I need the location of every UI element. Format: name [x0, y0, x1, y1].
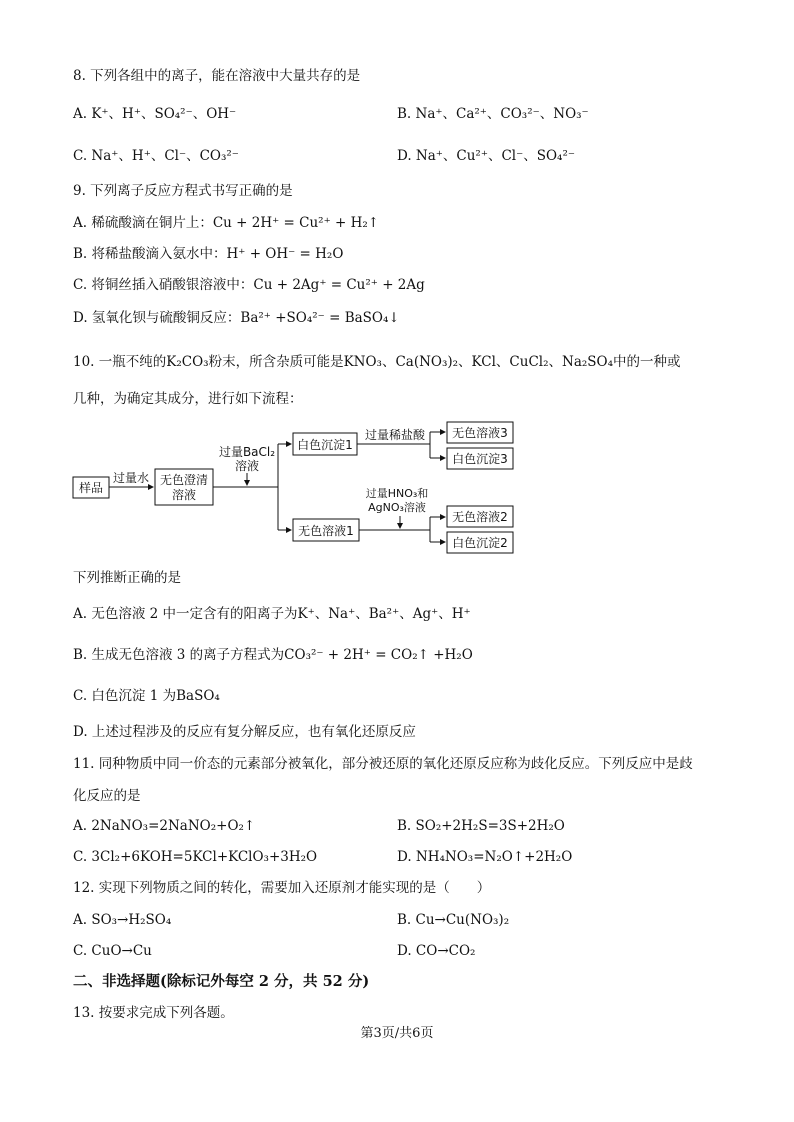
- q8-option-a: A. K⁺、H⁺、SO₄²⁻、OH⁻: [73, 106, 237, 122]
- q10-option-b: B. 生成无色溶液 3 的离子方程式为CO₃²⁻ + 2H⁺ = CO₂↑ +H₂O: [73, 647, 473, 663]
- q11-stem-line1: 11. 同种物质中同一价态的元素部分被氧化，部分被还原的氧化还原反应称为歧化反应。下列反应中是歧: [73, 756, 693, 772]
- q10-flowchart: [60, 415, 530, 560]
- flow-bacl2-label1: 过量BaCl₂: [218, 445, 276, 459]
- flow-clear-solution-label2: 溶液: [171, 488, 197, 502]
- q12-option-c: C. CuO→Cu: [73, 943, 152, 959]
- q11-stem-line2: 化反应的是: [73, 788, 141, 804]
- q10-prompt: 下列推断正确的是: [73, 570, 181, 586]
- q9-option-a: A. 稀硫酸滴在铜片上：Cu + 2H⁺ = Cu²⁺ + H₂↑: [73, 215, 380, 231]
- q8-option-b: B. Na⁺、Ca²⁺、CO₃²⁻、NO₃⁻: [397, 106, 589, 122]
- q12-stem: 12. 实现下列物质之间的转化，需要加入还原剂才能实现的是（ ）: [73, 880, 491, 896]
- q9-option-c: C. 将铜丝插入硝酸银溶液中：Cu + 2Ag⁺ = Cu²⁺ + 2Ag: [73, 277, 425, 293]
- q11-option-b: B. SO₂+2H₂S=3S+2H₂O: [397, 818, 565, 834]
- q12-option-d: D. CO→CO₂: [397, 943, 476, 959]
- flow-bacl2-label2: 溶液: [234, 459, 260, 473]
- flow-white-ppt1-label: 白色沉淀1: [297, 438, 353, 452]
- q9-stem: 9. 下列离子反应方程式书写正确的是: [73, 183, 293, 199]
- flow-hcl-label: 过量稀盐酸: [364, 428, 426, 442]
- q11-option-d: D. NH₄NO₃=N₂O↑+2H₂O: [397, 849, 573, 865]
- q12-option-a: A. SO₃→H₂SO₄: [73, 912, 172, 928]
- flow-white-ppt3-label: 白色沉淀3: [452, 452, 508, 466]
- flow-clear-solution-label1: 无色澄清: [159, 473, 209, 487]
- q9-option-d: D. 氢氧化钡与硫酸铜反应：Ba²⁺ +SO₄²⁻ = BaSO₄↓: [73, 310, 400, 326]
- q11-option-c: C. 3Cl₂+6KOH=5KCl+KClO₃+3H₂O: [73, 849, 318, 865]
- q10-stem-line2: 几种，为确定其成分，进行如下流程：: [73, 391, 303, 407]
- q8-option-d: D. Na⁺、Cu²⁺、Cl⁻、SO₄²⁻: [397, 148, 576, 164]
- q8-stem: 8. 下列各组中的离子，能在溶液中大量共存的是: [73, 68, 361, 84]
- flow-excess-water-label: 过量水: [112, 471, 150, 485]
- flow-colorless3-label: 无色溶液3: [452, 426, 508, 440]
- flow-colorless2-label: 无色溶液2: [452, 510, 508, 524]
- q10-option-c: C. 白色沉淀 1 为BaSO₄: [73, 688, 220, 704]
- q12-option-b: B. Cu→Cu(NO₃)₂: [397, 912, 510, 928]
- q10-option-a: A. 无色溶液 2 中一定含有的阳离子为K⁺、Na⁺、Ba²⁺、Ag⁺、H⁺: [73, 606, 471, 622]
- q10-option-d: D. 上述过程涉及的反应有复分解反应，也有氧化还原反应: [73, 724, 416, 740]
- q9-option-b: B. 将稀盐酸滴入氨水中：H⁺ + OH⁻ = H₂O: [73, 246, 344, 262]
- q13-stem: 13. 按要求完成下列各题。: [73, 1005, 234, 1021]
- page-footer: 第3页/共6页: [360, 1026, 434, 1041]
- q10-stem-line1: 10. 一瓶不纯的K₂CO₃粉末，所含杂质可能是KNO₃、Ca(NO₃)₂、KCl、CuCl₂、Na₂SO₄中的一种或: [73, 354, 681, 370]
- flow-sample-label: 样品: [78, 481, 104, 495]
- flow-white-ppt2-label: 白色沉淀2: [452, 536, 508, 550]
- flow-colorless1-label: 无色溶液1: [298, 524, 354, 538]
- q8-option-c: C. Na⁺、H⁺、Cl⁻、CO₃²⁻: [73, 148, 239, 164]
- q11-option-a: A. 2NaNO₃=2NaNO₂+O₂↑: [73, 818, 256, 834]
- flow-hno3-label2: AgNO₃溶液: [368, 501, 426, 514]
- flow-hno3-label1: 过量HNO₃和: [365, 487, 429, 500]
- section-heading: 二、非选择题(除标记外每空 2 分，共 52 分): [73, 973, 370, 990]
